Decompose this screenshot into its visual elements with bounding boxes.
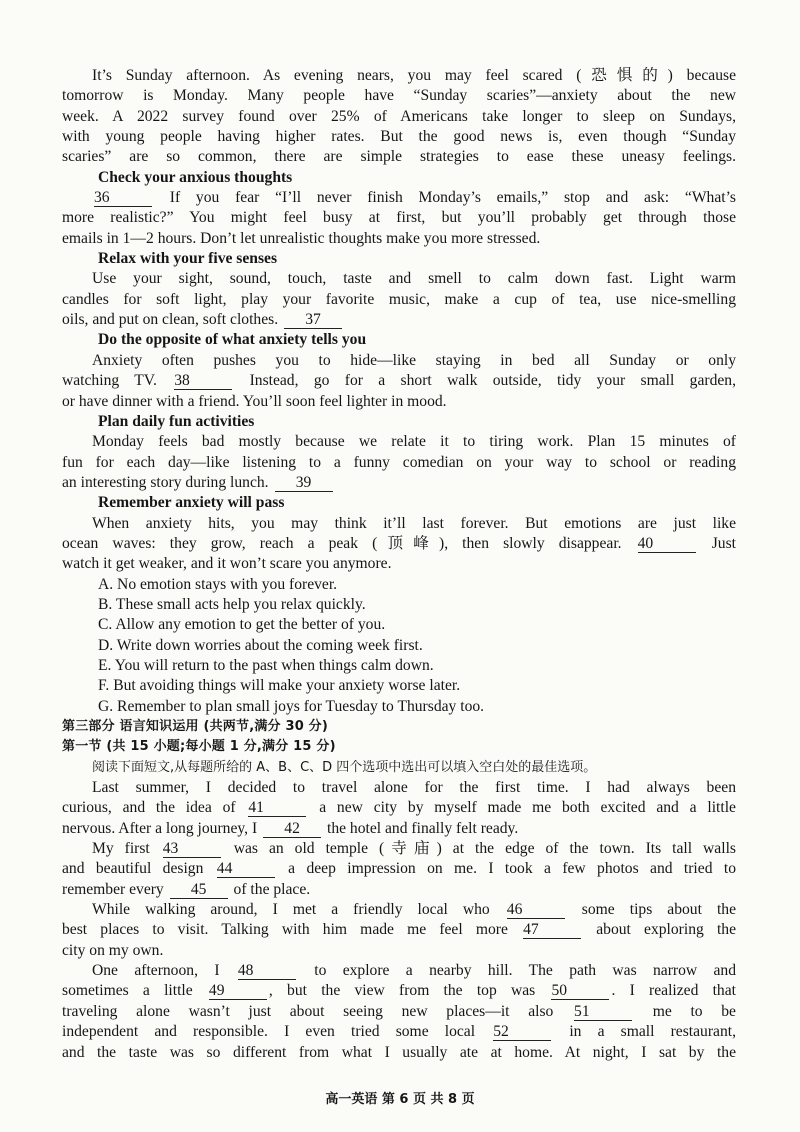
paragraph-line: or have dinner with a friend. You’ll soon feel lighter in mood. (62, 392, 447, 410)
answer-blank[interactable]: 48 (238, 963, 296, 980)
cloze-line (62, 880, 736, 900)
section-heading: Plan daily fun activities (98, 412, 255, 430)
answer-blank[interactable]: 40 (638, 536, 696, 553)
paragraph-line (62, 310, 736, 330)
cloze-line (62, 1002, 736, 1022)
option-g: G. Remember to plan small joys for Tuesday to Thursday too. (98, 697, 485, 715)
paragraph-line (62, 188, 736, 208)
text: remember every (62, 880, 164, 898)
cloze-line (62, 819, 736, 839)
page-footer: 高一英语 第 6 页 共 8 页 (325, 1092, 475, 1107)
paragraph-line: more realistic?” You might feel busy at first, but you’ll probably get through those (62, 209, 736, 227)
cloze-line (62, 798, 736, 818)
text: best places to visit. Talking with him made me feel more (62, 921, 508, 939)
cloze-line: Last summer, I decided to travel alone for the first time. I had always been (92, 779, 736, 797)
paragraph-line: Anxiety often pushes you to hide—like staying in bed all Sunday or only (92, 351, 736, 369)
answer-blank[interactable]: 41 (248, 800, 306, 817)
answer-blank[interactable]: 39 (275, 475, 333, 492)
intro-line: scaries” are so common, there are simple strategies to ease these uneasy feelings. (62, 148, 736, 166)
section-heading: Remember anxiety will pass (98, 494, 285, 512)
text: an interesting story during lunch. (62, 473, 269, 491)
answer-blank[interactable]: 51 (574, 1004, 632, 1021)
paragraph-line: Use your sight, sound, touch, taste and smell to calm down fast. Light warm (92, 270, 736, 288)
option-f: F. But avoiding things will make your anxiety worse later. (98, 677, 461, 695)
text: . I realized that (611, 982, 736, 1000)
section-heading: Do the opposite of what anxiety tells you (98, 331, 367, 349)
option-b: B. These small acts help you relax quickly. (98, 595, 366, 613)
text: watching TV. (62, 372, 157, 390)
cloze-line (62, 1022, 736, 1042)
section-title: 第一节 (共 15 小题;每小题 1 分,满分 15 分) (62, 739, 336, 755)
intro-line: tomorrow is Monday. Many people have “Sunday scaries”—anxiety about the new (62, 87, 736, 105)
paragraph-line: Monday feels bad mostly because we relate it to tiring work. Plan 15 minutes of (92, 433, 736, 451)
text: traveling alone wasn’t just about seeing new places—it also (62, 1002, 554, 1020)
text: , but the view from the top was (268, 982, 536, 1000)
answer-blank[interactable]: 52 (493, 1024, 551, 1041)
text: Instead, go for a short walk outside, tidy your small garden, (249, 372, 736, 390)
paragraph-line: candles for soft light, play your favorite music, make a cup of tea, use nice-smelling (62, 290, 736, 308)
section-heading: Check your anxious thoughts (98, 168, 293, 186)
cloze-line (62, 839, 736, 859)
cloze-line: city on my own. (62, 941, 164, 959)
instruction: 阅读下面短文,从每题所给的 A、B、C、D 四个选项中选出可以填入空白处的最佳选项。 (92, 759, 597, 775)
cloze-line (62, 961, 736, 981)
option-e: E. You will return to the past when things calm down. (98, 656, 434, 674)
cloze-line (62, 920, 736, 940)
answer-blank[interactable]: 36 (94, 190, 152, 207)
paragraph-line: When anxiety hits, you may think it’ll last forever. But emotions are just like (92, 514, 736, 532)
text: independent and responsible. I even tried some local (62, 1023, 476, 1041)
text: me to be (652, 1002, 736, 1020)
paragraph-line: watch it get weaker, and it won’t scare you anymore. (62, 555, 392, 573)
paragraph-line (62, 473, 736, 493)
part-title: 第三部分 语言知识运用 (共两节,满分 30 分) (62, 719, 329, 734)
answer-blank[interactable]: 37 (284, 312, 342, 329)
text: sometimes a little (62, 982, 193, 1000)
text: a deep impression on me. I took a few photos and tried to (288, 860, 736, 878)
text: and beautiful design (62, 860, 204, 878)
intro-line: with young people having higher rates. But the good news is, even though “Sunday (62, 128, 736, 146)
text: in a small restaurant, (569, 1023, 736, 1041)
text: the hotel and finally felt ready. (326, 819, 519, 837)
cloze-line (62, 900, 736, 920)
intro-line: It’s Sunday afternoon. As evening nears, you may feel scared (恐惧的) because (92, 67, 736, 84)
answer-blank[interactable]: 44 (217, 861, 275, 878)
text: about exploring the (596, 921, 737, 939)
paragraph-line (62, 371, 736, 391)
intro-line: week. A 2022 survey found over 25% of Americans take longer to sleep on Sundays, (62, 107, 736, 125)
answer-blank[interactable]: 46 (507, 902, 565, 919)
option-c: C. Allow any emotion to get the better of you. (98, 616, 386, 634)
text: to explore a nearby hill. The path was narrow and (314, 962, 736, 980)
text: of the place. (233, 880, 311, 898)
text: oils, and put on clean, soft clothes. (62, 311, 279, 329)
answer-blank[interactable]: 43 (163, 841, 221, 858)
text: While walking around, I met a friendly local who (92, 901, 490, 919)
text: Just (711, 534, 736, 552)
answer-blank[interactable]: 50 (551, 983, 609, 1000)
paragraph-line: emails in 1—2 hours. Don’t let unrealistic thoughts make you more stressed. (62, 229, 541, 247)
section-heading: Relax with your five senses (98, 250, 278, 268)
option-d: D. Write down worries about the coming week first. (98, 636, 423, 654)
paragraph-line (62, 534, 736, 554)
text: was an old temple (寺庙) at the edge of the town. Its tall walls (233, 840, 736, 858)
text: nervous. After a long journey, I (62, 819, 258, 837)
cloze-line (62, 981, 736, 1001)
option-a: A. No emotion stays with you forever. (98, 575, 338, 593)
answer-blank[interactable]: 42 (263, 821, 321, 838)
text: some tips about the (581, 901, 737, 919)
text: a new city by myself made me both excited and a little (319, 799, 736, 817)
paragraph-line: fun for each day—like listening to a funny comedian on your way to school or reading (62, 453, 736, 471)
text: My first (92, 840, 150, 858)
text: ocean waves: they grow, reach a peak (顶峰), then slowly disappear. (62, 534, 622, 552)
text: curious, and the idea of (62, 799, 236, 817)
answer-blank[interactable]: 45 (170, 882, 228, 899)
cloze-line: and the taste was so different from what I usually ate at home. At night, I sat by the (62, 1043, 736, 1061)
answer-blank[interactable]: 47 (523, 922, 581, 939)
text: One afternoon, I (92, 962, 220, 980)
text: If you fear “I’ll never finish Monday’s emails,” stop and ask: “What’s (169, 189, 736, 207)
answer-blank[interactable]: 49 (209, 983, 267, 1000)
answer-blank[interactable]: 38 (174, 373, 232, 390)
cloze-line (62, 859, 736, 879)
